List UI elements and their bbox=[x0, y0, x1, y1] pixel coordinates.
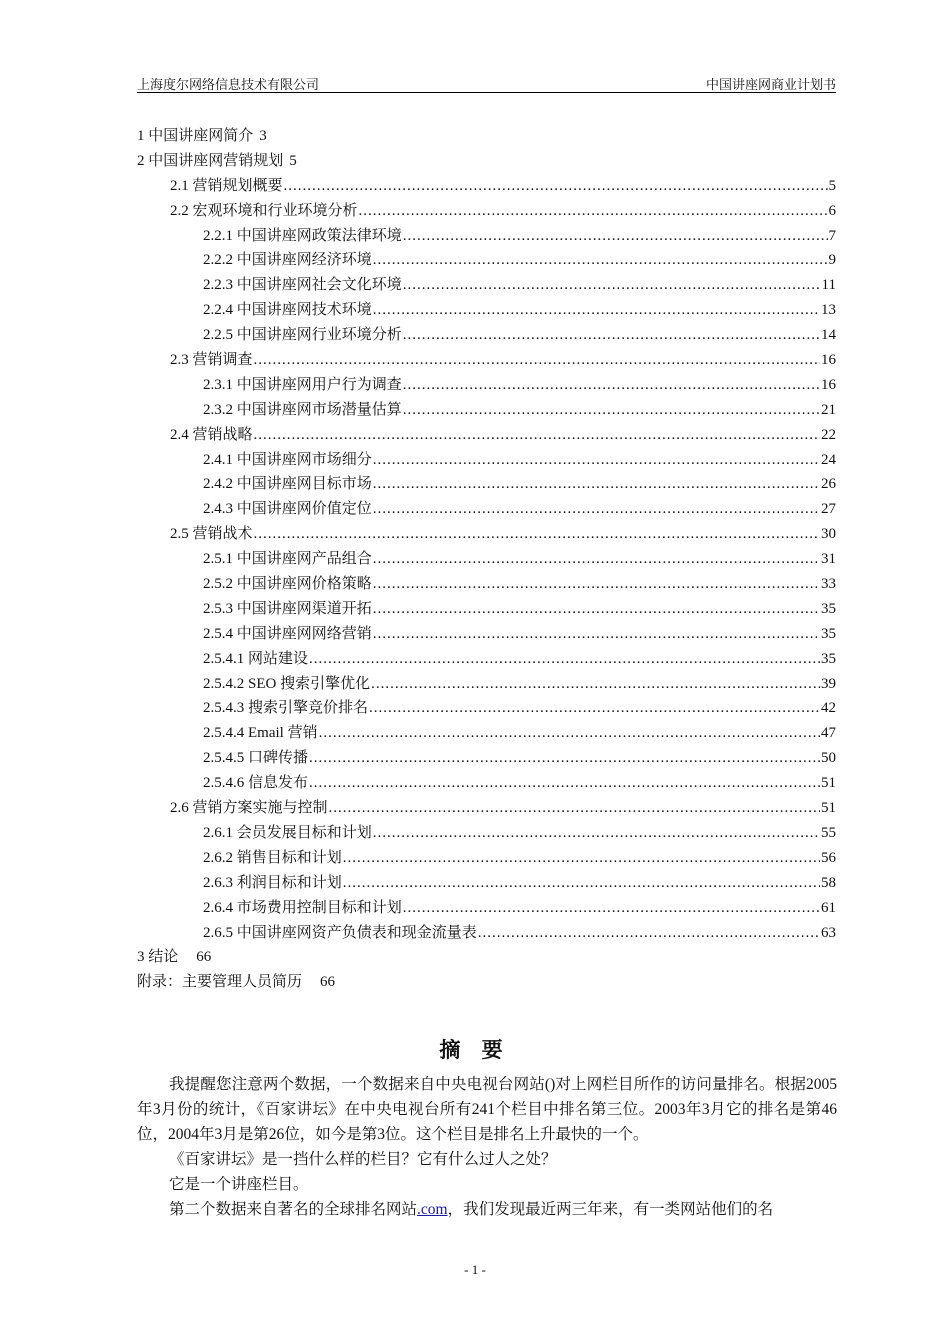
toc-entry-page: 21 bbox=[821, 401, 836, 418]
toc-entry-title: 2 中国讲座网营销规划 bbox=[137, 152, 284, 169]
toc-entry[interactable] bbox=[137, 924, 836, 949]
toc-entry[interactable] bbox=[137, 625, 836, 650]
toc-entry-page: 58 bbox=[821, 874, 836, 891]
toc-leader-dots bbox=[254, 351, 820, 370]
abstract-paragraph-4 bbox=[137, 1197, 837, 1222]
toc-entry[interactable] bbox=[137, 749, 836, 774]
header-doc-title: 中国讲座网商业计划书 bbox=[705, 77, 836, 92]
abstract-paragraph-3: 它是一个讲座栏目。 bbox=[169, 1176, 309, 1193]
abstract-paragraph-2: 《百家讲坛》是一挡什么样的栏目？它有什么过人之处？ bbox=[169, 1151, 557, 1168]
toc-leader-dots bbox=[373, 451, 820, 470]
toc-entry-title: 2.5.4 中国讲座网网络营销 bbox=[203, 625, 372, 642]
toc-entry-title: 2.2.2 中国讲座网经济环境 bbox=[203, 252, 372, 269]
toc-entry-title: 2.5.2 中国讲座网价格策略 bbox=[203, 576, 372, 593]
toc-entry-page: 30 bbox=[821, 526, 836, 543]
toc-entry-page: 56 bbox=[821, 849, 836, 866]
toc-entry[interactable] bbox=[137, 973, 836, 998]
toc-entry-title: 2.5.4.6 信息发布 bbox=[203, 775, 309, 792]
toc-entry[interactable] bbox=[137, 550, 836, 575]
toc-entry-title: 2.5.1 中国讲座网产品组合 bbox=[203, 551, 372, 568]
toc-leader-dots bbox=[319, 724, 820, 743]
toc-leader-dots bbox=[373, 824, 820, 843]
toc-entry-title: 2.4.1 中国讲座网市场细分 bbox=[203, 451, 372, 468]
toc-entry-title: 2.6.4 市场费用控制目标和计划 bbox=[203, 899, 402, 916]
page-header bbox=[137, 74, 836, 93]
toc-entry-page: 47 bbox=[821, 725, 836, 742]
toc-entry-title: 2.4.3 中国讲座网价值定位 bbox=[203, 501, 372, 518]
toc-entry-title: 1 中国讲座网简介 bbox=[137, 128, 254, 144]
toc-leader-dots bbox=[371, 675, 820, 694]
toc-entry[interactable] bbox=[137, 824, 836, 849]
toc-entry-page: 35 bbox=[821, 650, 836, 667]
alexa-link[interactable]: .com bbox=[417, 1201, 448, 1218]
toc-entry-title: 2.5.4.1 网站建设 bbox=[203, 650, 309, 667]
toc-entry-title: 2.6 营销方案实施与控制 bbox=[170, 800, 328, 817]
toc-leader-dots bbox=[343, 849, 820, 868]
toc-entry-page: 42 bbox=[821, 700, 836, 717]
toc-leader-dots bbox=[359, 202, 828, 221]
toc-leader-dots bbox=[284, 177, 828, 196]
toc-entry-title: 2.3.1 中国讲座网用户行为调查 bbox=[203, 376, 402, 393]
toc-entry[interactable] bbox=[137, 251, 836, 276]
paragraph-text: ，我们发现最近两三年来，有一类网站他们的名 bbox=[447, 1201, 774, 1218]
toc-leader-dots bbox=[403, 227, 828, 246]
toc-entry[interactable] bbox=[137, 177, 836, 202]
toc-entry-title: 2.5.4.3 搜索引擎竞价排名 bbox=[203, 700, 369, 717]
toc-entry-title: 2.5.4.5 口碑传播 bbox=[203, 750, 309, 767]
toc-entry-page: 39 bbox=[821, 675, 836, 692]
toc-entry[interactable] bbox=[137, 500, 836, 525]
toc-entry-page: 7 bbox=[828, 227, 836, 244]
toc-entry-page: 6 bbox=[828, 202, 836, 219]
toc-entry-page: 63 bbox=[821, 924, 836, 941]
toc-leader-dots bbox=[373, 251, 828, 270]
toc-entry[interactable] bbox=[137, 675, 836, 700]
toc-entry-title: 2.4 营销战略 bbox=[170, 426, 253, 443]
toc-entry-title: 2.2 宏观环境和行业环境分析 bbox=[170, 202, 358, 219]
toc-entry[interactable] bbox=[137, 899, 836, 924]
toc-entry[interactable] bbox=[137, 475, 836, 500]
toc-entry-title: 3 结论 bbox=[137, 949, 179, 966]
toc-leader-dots bbox=[403, 376, 820, 395]
toc-entry-title: 2.5 营销战术 bbox=[170, 526, 253, 543]
toc-entry[interactable] bbox=[137, 948, 836, 973]
toc-entry-title: 附录：主要管理人员简历 bbox=[137, 974, 303, 991]
toc-leader-dots bbox=[478, 924, 820, 943]
toc-entry-page: 50 bbox=[821, 750, 836, 767]
toc-leader-dots bbox=[403, 401, 820, 420]
toc-entry-title: 2.5.4.2 SEO 搜索引擎优化 bbox=[203, 675, 371, 692]
toc-entry-page: 3 bbox=[259, 128, 267, 144]
toc-entry-page: 55 bbox=[821, 824, 836, 841]
abstract-paragraph-1: 我提醒您注意两个数据，一个数据来自中央电视台网站()对上网栏目所作的访问量排名。根据2005年3月份的统计，《百家讲坛》在中央电视台所有241个栏目中排名第三位。2003年3月它的排名是第46位，2004年3月是第26位，如今是第3位。这个栏目是排名上升最快的一个。 bbox=[137, 1076, 837, 1143]
toc-leader-dots bbox=[343, 874, 820, 893]
toc-leader-dots bbox=[329, 799, 820, 818]
toc-entry[interactable] bbox=[137, 351, 836, 376]
toc-entry-page: 35 bbox=[821, 625, 836, 642]
toc-entry-page: 51 bbox=[821, 775, 836, 792]
toc-entry-page: 66 bbox=[196, 949, 212, 966]
toc-entry-page: 11 bbox=[821, 277, 836, 294]
toc-entry-page: 22 bbox=[821, 426, 836, 443]
toc-entry[interactable] bbox=[137, 202, 836, 227]
header-company: 上海度尔网络信息技术有限公司 bbox=[137, 77, 320, 92]
toc-entry[interactable] bbox=[137, 301, 836, 326]
toc-entry[interactable] bbox=[137, 699, 836, 724]
toc-entry-page: 13 bbox=[821, 302, 836, 319]
toc-leader-dots bbox=[373, 600, 820, 619]
toc-entry-title: 2.6.1 会员发展目标和计划 bbox=[203, 824, 372, 841]
toc-leader-dots bbox=[373, 475, 820, 494]
toc-leader-dots bbox=[403, 899, 820, 918]
toc-leader-dots bbox=[373, 625, 820, 644]
toc-entry-title: 2.5.3 中国讲座网渠道开拓 bbox=[203, 600, 372, 617]
toc-entry-page: 26 bbox=[821, 476, 836, 493]
toc-entry-page: 5 bbox=[289, 152, 297, 169]
toc-entry[interactable] bbox=[137, 600, 836, 625]
toc-entry-title: 2.3.2 中国讲座网市场潜量估算 bbox=[203, 401, 402, 418]
toc-entry-page: 5 bbox=[828, 177, 836, 194]
toc-entry[interactable] bbox=[137, 849, 836, 874]
toc-entry[interactable] bbox=[137, 799, 836, 824]
toc-entry[interactable] bbox=[137, 376, 836, 401]
toc-entry[interactable] bbox=[137, 426, 836, 451]
toc-leader-dots bbox=[373, 550, 820, 569]
toc-entry-page: 16 bbox=[821, 352, 836, 369]
toc-entry[interactable] bbox=[137, 575, 836, 600]
toc-entry-title: 2.6.5 中国讲座网资产负债表和现金流量表 bbox=[203, 924, 477, 941]
toc-leader-dots bbox=[373, 575, 820, 594]
abstract-heading: 摘 要 bbox=[439, 1038, 511, 1062]
toc-entry[interactable] bbox=[137, 326, 836, 351]
toc-entry-page: 24 bbox=[821, 451, 836, 468]
toc-leader-dots bbox=[309, 774, 820, 793]
toc-entry-page: 9 bbox=[828, 252, 836, 269]
toc-entry[interactable] bbox=[137, 451, 836, 476]
table-of-contents bbox=[137, 127, 836, 998]
toc-entry-title: 2.6.2 销售目标和计划 bbox=[203, 849, 342, 866]
toc-entry-title: 2.4.2 中国讲座网目标市场 bbox=[203, 476, 372, 493]
toc-entry-title: 2.2.3 中国讲座网社会文化环境 bbox=[203, 277, 402, 294]
page-number: - 1 - bbox=[464, 1262, 486, 1277]
toc-entry[interactable] bbox=[137, 276, 836, 301]
toc-entry-title: 2.1 营销规划概要 bbox=[170, 177, 283, 194]
toc-leader-dots bbox=[369, 699, 820, 718]
toc-entry-title: 2.3 营销调查 bbox=[170, 352, 253, 369]
toc-leader-dots bbox=[403, 276, 821, 295]
toc-entry-title: 2.2.1 中国讲座网政策法律环境 bbox=[203, 227, 402, 244]
toc-entry[interactable] bbox=[137, 525, 836, 550]
toc-entry[interactable] bbox=[137, 650, 836, 675]
toc-leader-dots bbox=[373, 301, 820, 320]
toc-leader-dots bbox=[373, 500, 820, 519]
toc-entry-page: 35 bbox=[821, 600, 836, 617]
toc-entry[interactable] bbox=[137, 152, 836, 177]
toc-entry-page: 66 bbox=[320, 974, 336, 991]
toc-entry-title: 2.6.3 利润目标和计划 bbox=[203, 874, 342, 891]
toc-entry-page: 61 bbox=[821, 899, 836, 916]
toc-leader-dots bbox=[254, 426, 820, 445]
toc-leader-dots bbox=[254, 525, 820, 544]
toc-entry[interactable] bbox=[137, 774, 836, 799]
toc-entry-page: 31 bbox=[821, 551, 836, 568]
toc-entry-page: 16 bbox=[821, 376, 836, 393]
toc-entry-page: 27 bbox=[821, 501, 836, 518]
toc-entry-page: 33 bbox=[821, 576, 836, 593]
toc-entry-page: 14 bbox=[821, 327, 836, 344]
toc-leader-dots bbox=[403, 326, 820, 345]
toc-entry[interactable] bbox=[137, 874, 836, 899]
toc-entry-title: 2.2.5 中国讲座网行业环境分析 bbox=[203, 327, 402, 344]
toc-entry-page: 51 bbox=[821, 800, 836, 817]
toc-entry[interactable] bbox=[137, 127, 836, 152]
toc-entry[interactable] bbox=[137, 401, 836, 426]
toc-leader-dots bbox=[309, 749, 820, 768]
abstract-body bbox=[137, 1072, 837, 1222]
paragraph-text: 第二个数据来自著名的全球排名网站 bbox=[169, 1201, 418, 1218]
toc-entry[interactable] bbox=[137, 227, 836, 252]
toc-entry-title: 2.5.4.4 Email 营销 bbox=[203, 725, 318, 742]
toc-entry[interactable] bbox=[137, 724, 836, 749]
toc-leader-dots bbox=[309, 650, 820, 669]
toc-entry-title: 2.2.4 中国讲座网技术环境 bbox=[203, 302, 372, 319]
